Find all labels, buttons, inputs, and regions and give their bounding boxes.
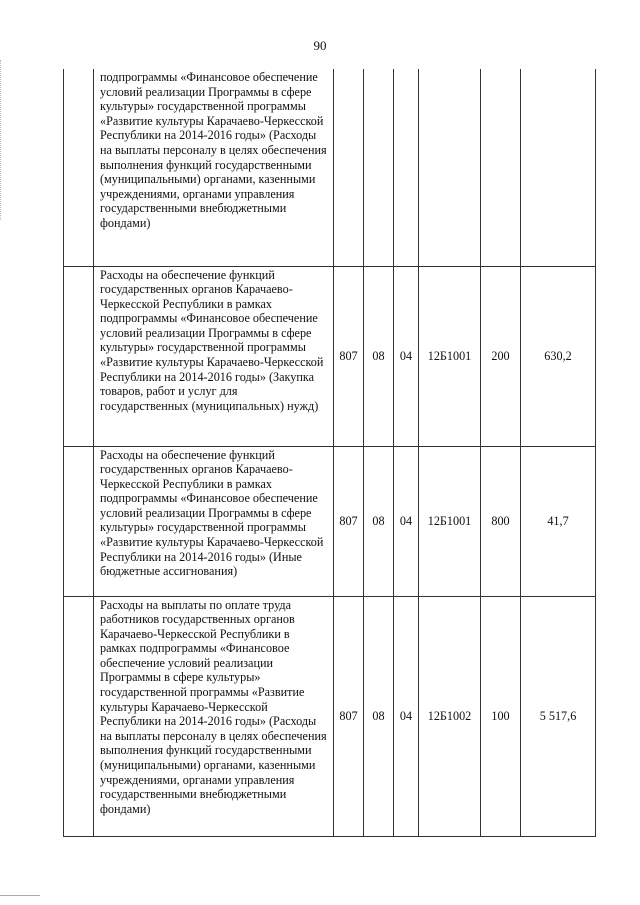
amount-cell: 630,2 xyxy=(521,266,596,446)
subsection-cell xyxy=(394,69,419,266)
budget-table xyxy=(63,69,596,837)
expense-type-cell: 100 xyxy=(481,596,521,836)
table-row xyxy=(64,596,596,836)
table-row xyxy=(64,266,596,446)
expense-type-cell: 800 xyxy=(481,446,521,596)
scan-margin-mark xyxy=(0,60,5,220)
target-article-cell xyxy=(419,69,481,266)
section-cell: 08 xyxy=(364,266,394,446)
row-number-cell xyxy=(64,266,94,446)
description-cell: Расходы на обеспечение функций государственных органов Карачаево-Черкесской Республики в рамках подпрограммы «Финансовое обеспечение условий реализации Программы в сфере культуры» государственной программы «Развитие культуры Карачаево-Черкесской Республики на 2014-2016 годы» (Закупка товаров, работ и услуг для государственных (муниципальных) нужд) xyxy=(94,266,334,446)
footer-divider xyxy=(0,895,40,896)
row-number-cell xyxy=(64,69,94,266)
expense-type-cell: 200 xyxy=(481,266,521,446)
ministry-cell: 807 xyxy=(334,266,364,446)
target-article-cell: 12Б1002 xyxy=(419,596,481,836)
expense-type-cell xyxy=(481,69,521,266)
subsection-cell: 04 xyxy=(394,596,419,836)
ministry-cell xyxy=(334,69,364,266)
section-cell: 08 xyxy=(364,446,394,596)
row-number-cell xyxy=(64,596,94,836)
ministry-cell: 807 xyxy=(334,596,364,836)
description-cell: подпрограммы «Финансовое обеспечение условий реализации Программы в сфере культуры» государственной программы «Развитие культуры Карачаево-Черкесской Республики на 2014-2016 годы» (Расходы на выплаты персоналу в целях обеспечения выполнения функций государственными (муниципальными) органами, казенными учреждениями, органами управления государственными внебюджетными фондами) xyxy=(94,69,334,266)
page-number: 90 xyxy=(313,38,327,53)
table-row xyxy=(64,69,596,266)
section-cell: 08 xyxy=(364,596,394,836)
subsection-cell: 04 xyxy=(394,446,419,596)
description-cell: Расходы на обеспечение функций государственных органов Карачаево-Черкесской Республики в рамках подпрограммы «Финансовое обеспечение условий реализации Программы в сфере культуры» государственной программы «Развитие культуры Карачаево-Черкесской Республики на 2014-2016 годы» (Иные бюджетные ассигнования) xyxy=(94,446,334,596)
amount-cell xyxy=(521,69,596,266)
table-row xyxy=(64,446,596,596)
target-article-cell: 12Б1001 xyxy=(419,446,481,596)
amount-cell: 5 517,6 xyxy=(521,596,596,836)
amount-cell: 41,7 xyxy=(521,446,596,596)
row-number-cell xyxy=(64,446,94,596)
section-cell xyxy=(364,69,394,266)
ministry-cell: 807 xyxy=(334,446,364,596)
target-article-cell: 12Б1001 xyxy=(419,266,481,446)
description-cell: Расходы на выплаты по оплате труда работников государственных органов Карачаево-Черкесской Республики в рамках подпрограммы «Финансовое обеспечение условий реализации Программы в сфере культуры» государственной программы «Развитие культуры Карачаево-Черкесской Республики на 2014-2016 годы» (Расходы на выплаты персоналу в целях обеспечения выполнения функций государственными (муниципальными) органами, казенными учреждениями, органами управления государственными внебюджетными фондами) xyxy=(94,596,334,836)
subsection-cell: 04 xyxy=(394,266,419,446)
